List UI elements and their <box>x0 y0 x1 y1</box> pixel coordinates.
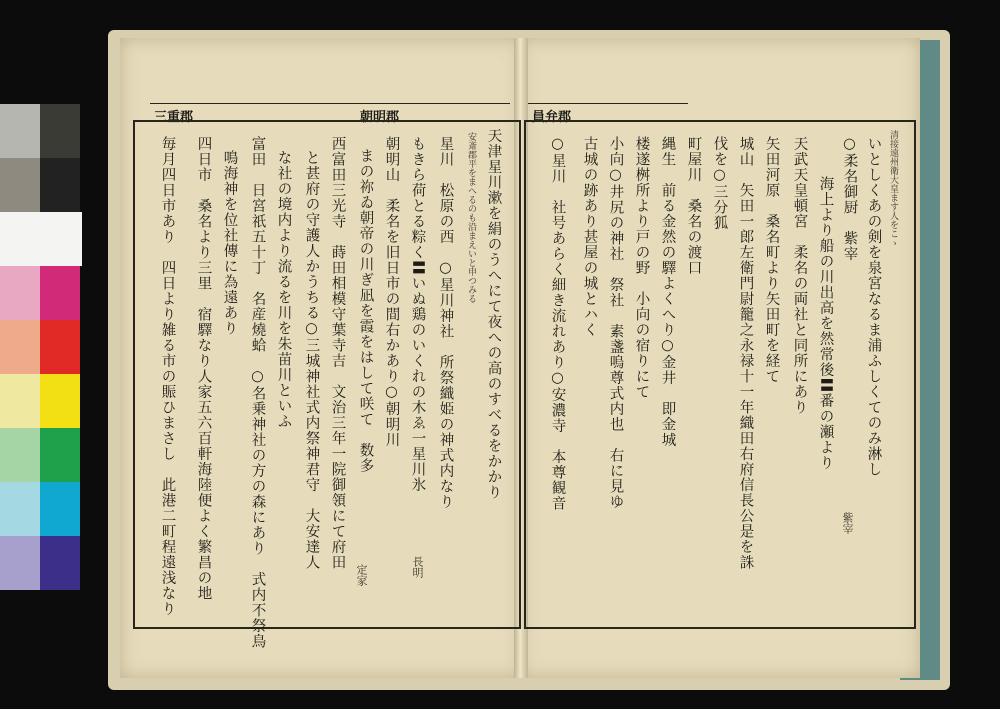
left-text-frame <box>133 120 521 629</box>
poet-label-chomei: 長明 <box>411 556 424 578</box>
right-column-14: ○星川 社号あらく細き流れあり○安濃寺 本尊観音 <box>549 136 566 511</box>
right-column-9: 町屋川 桑名の渡口 <box>685 136 702 276</box>
swatch-magenta <box>40 266 80 320</box>
right-column-10: 縄生 前る金然の驛よくへり○金井 即金城 <box>659 136 676 448</box>
swatch-charcoal <box>40 158 80 212</box>
swatch-light-cyan <box>0 482 40 536</box>
right-side-label: 紫宰 <box>841 512 854 534</box>
right-column-5: 天武天皇頓宮 柔名の両社と同所にあり <box>791 136 808 415</box>
right-column-6: 矢田河原 桑名町より矢田町を経て <box>763 136 780 384</box>
swatch-pale-yellow <box>0 374 40 428</box>
right-column-1: 清接遠州衛大皇ます人をこゝ <box>888 130 898 247</box>
swatch-red <box>40 320 80 374</box>
left-column-8: と甚府の守護人かうちる○三城神社式内祭神君守 大安達人 <box>303 150 320 570</box>
left-column-3: 星川 松原の西 ○星川神社 所祭織姫の神式内なり <box>437 136 454 510</box>
swatch-light-green <box>0 428 40 482</box>
left-column-5: 朝明山 柔名を旧日市の間右かあり○朝明川 <box>383 136 400 448</box>
swatch-pink <box>0 266 40 320</box>
left-column-2: 安斎郡平をまへるのも沿まえいと申つみる <box>466 132 476 303</box>
right-column-8: 伐を○三分狐 <box>711 136 728 231</box>
poet-label-teika: 定家 <box>355 564 368 586</box>
right-header-rule <box>528 103 688 104</box>
left-column-12: 四日市 桑名より三里 宿驛なり人家五六百軒海陸便よく繁昌の地 <box>195 136 212 601</box>
right-column-13: 古城の跡あり甚屋の城とハく <box>581 136 598 338</box>
swatch-lavender <box>0 536 40 590</box>
swatch-green <box>40 428 80 482</box>
left-column-13: 毎月四日市あり 四日より雑る市の賑ひまさし 此港二町程遠浅なり <box>159 136 176 617</box>
right-column-4: 海上より船の川出高を然常後〓番の瀬より <box>817 176 834 471</box>
left-header-tab: 三重郡 <box>154 110 194 125</box>
right-column-3: ○柔名御厨 紫宰 <box>841 136 858 262</box>
right-column-11: 楼遂桝所より戸の野 小向の宿りにて <box>633 136 650 400</box>
color-calibration-card <box>0 104 82 594</box>
left-column-10: 富田 日宮祇五十丁 名産燒蛤 ○名乗神社の方の森にあり 式内不祭鳥 <box>249 136 266 649</box>
left-column-6: まの祢ゐ朝帝の川ぎ凪を霞をはして咲て 数多 <box>357 148 374 474</box>
left-header-title: 朝明郡 <box>360 110 400 125</box>
left-column-11: 鳴海神を位社傳に為遠あり <box>221 150 238 336</box>
right-column-12: 小向○井尻の神社 祭社 素盞嗚尊式内也 右に見ゆ <box>607 136 624 510</box>
swatch-dark-gray <box>40 104 80 158</box>
left-column-7: 西富田三光寺 蒔田相模守葉寺吉 文治三年一院御領にて府田 <box>329 136 346 570</box>
left-column-9: な社の境内より流るを川を朱苗川といふ <box>275 150 292 429</box>
right-column-7: 城山 矢田一郎左衛門尉籠之永禄十一年織田右府信長公是を誅 <box>737 136 754 570</box>
right-header-title: 員弁郡 <box>532 110 572 125</box>
swatch-light-gray <box>0 104 40 158</box>
swatch-white <box>0 212 82 266</box>
right-column-2: いとしくあの剣を泉宮なるま浦ふしくてのみ淋し <box>865 136 882 477</box>
swatch-yellow <box>40 374 80 428</box>
swatch-salmon <box>0 320 40 374</box>
swatch-purple <box>40 536 80 590</box>
swatch-mid-gray <box>0 158 40 212</box>
swatch-cyan <box>40 482 80 536</box>
left-header-rule <box>150 103 510 104</box>
left-column-4: もきら荷とる粽く〓いぬ鶏のいくれの木ゑ一星川氷 <box>409 136 426 493</box>
left-column-1: 天津星川漱を絹のうへにて夜への高のすべるをかかり <box>485 128 502 500</box>
